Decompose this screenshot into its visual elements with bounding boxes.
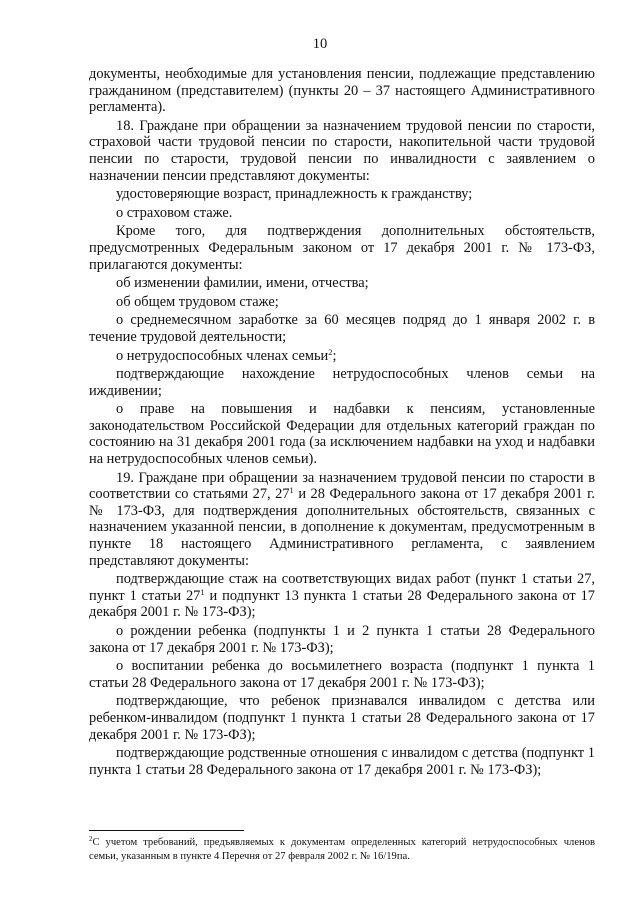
- list-item: [89, 205, 595, 222]
- document-body: [89, 66, 595, 780]
- paragraph-text: об изменении фамилии, имени, отчества;: [116, 275, 369, 292]
- paragraph-text: подтверждающие, что ребенок признавался инвалидом с детства или ребенком-инвалидом (подпункт 1 пункта 1 статьи 28 Федерального закона от 17 декабря 2001 г. № 173-ФЗ);: [89, 693, 595, 743]
- list-item: [89, 312, 595, 345]
- list-item: [89, 348, 595, 365]
- paragraph-text: и подпункт 13 пункта 1 статьи 28 Федерального закона от 17 декабря 2001 г. № 173-ФЗ);: [89, 587, 595, 621]
- footnote-divider: [89, 830, 244, 831]
- paragraph-text: о среднемесячном заработке за 60 месяцев подряд до 1 января 2002 г. в течение трудовой деятельности;: [89, 312, 595, 345]
- paragraph-item-18: [89, 118, 595, 184]
- paragraph-text: ;: [332, 347, 337, 364]
- footnote-ref: 2: [328, 346, 333, 357]
- paragraph-text: подтверждающие стаж на соответствующих видах работ (пункт 1 статьи 27, пункт 1 статьи 27: [89, 571, 595, 604]
- paragraph-text: 18. Граждане при обращении за назначением трудовой пенсии по старости, страховой части трудовой пенсии по старости, накопительной части трудовой пенсии по старости, трудовой пенсии по инвалидности с заявлением о назначении пенсии представляют документы:: [89, 117, 595, 184]
- list-item: [89, 623, 595, 656]
- paragraph-text: подтверждающие нахождение нетрудоспособных членов семьи на иждивении;: [89, 366, 595, 399]
- list-item: [89, 186, 595, 203]
- superscript: 1: [289, 485, 294, 496]
- list-item: [89, 658, 595, 691]
- footnote-text: С учетом требований, предъявляемых к документам определенных категорий нетрудоспособных членов семьи, указанным в пункте 4 Перечня от 27 февраля 2002 г. № 16/19па.: [89, 837, 595, 862]
- list-item: [89, 294, 595, 311]
- list-item: [89, 745, 595, 778]
- page-number: 10: [312, 36, 328, 52]
- list-item: [89, 401, 595, 467]
- footnote-mark: 2: [89, 835, 93, 843]
- list-item: [89, 693, 595, 743]
- paragraph-text: документы, необходимые для установления пенсии, подлежащие представлению гражданином (представителем) (пункты 20 – 37 настоящего Административного регламента).: [89, 66, 595, 116]
- paragraph-text: Кроме того, для подтверждения дополнительных обстоятельств, предусмотренных Федеральным законом от 17 декабря 2001 г. № 173-ФЗ, прилагаются документы:: [89, 223, 595, 273]
- paragraph-continuation: [89, 66, 595, 116]
- footnote: [89, 836, 595, 863]
- paragraph-text: подтверждающие родственные отношения с инвалидом с детства (подпункт 1 пункта 1 статьи 28 Федерального закона от 17 декабря 2001 г. № 173-ФЗ);: [89, 745, 595, 778]
- paragraph-text: и 28 Федерального закона от 17 декабря 2001 г. № 173-ФЗ, для подтверждения дополнительных обстоятельств, связанных с назначением указанной пенсии, в дополнение к документам, предусмотренным в пункте 18 настоящего Административного регламента, с заявлением представляют документы:: [89, 486, 595, 569]
- list-item: [89, 275, 595, 292]
- paragraph: [89, 223, 595, 273]
- paragraph-text: о страховом стаже.: [116, 204, 233, 221]
- paragraph-text: о рождении ребенка (подпункты 1 и 2 пункта 1 статьи 28 Федерального закона от 17 декабря 2001 г. № 173-ФЗ);: [89, 623, 595, 656]
- list-item: [89, 571, 595, 621]
- paragraph-text: об общем трудовом стаже;: [116, 293, 279, 310]
- paragraph-text: о праве на повышения и надбавки к пенсиям, установленные законодательством Российской Федерации для отдельных категорий граждан по состоянию на 31 декабря 2001 года (за исключением надбавки на уход и надбавки на нетрудоспособных членов семьи).: [89, 401, 595, 468]
- superscript: 1: [200, 586, 205, 597]
- paragraph-item-19: [89, 470, 595, 570]
- paragraph-text: 19. Граждане при обращении за назначением трудовой пенсии по старости в соответствии со статьями 27, 27: [89, 469, 595, 503]
- list-item: [89, 366, 595, 399]
- paragraph-text: о воспитании ребенка до восьмилетнего возраста (подпункт 1 пункта 1 статьи 28 Федерального закона от 17 декабря 2001 г. № 173-ФЗ);: [89, 658, 595, 691]
- paragraph-text: удостоверяющие возраст, принадлежность к гражданству;: [116, 186, 473, 203]
- paragraph-text: о нетрудоспособных членах семьи: [116, 347, 329, 364]
